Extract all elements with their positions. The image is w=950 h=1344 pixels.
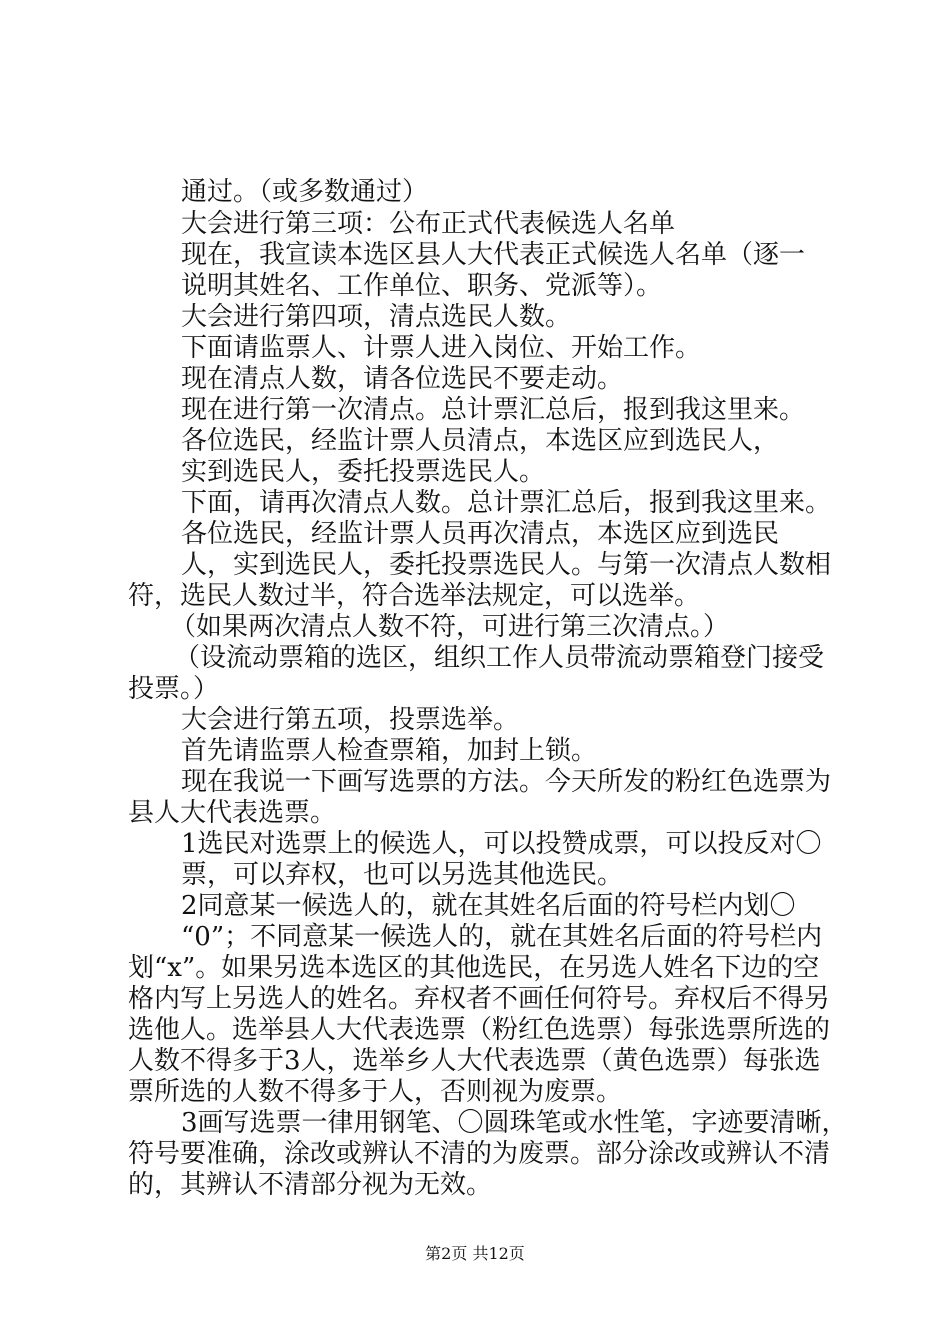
body-line: 1选民对选票上的候选人，可以投赞成票，可以投反对〇 [181,829,822,859]
body-line: 下面请监票人、计票人进入岗位、开始工作。 [181,333,702,363]
body-line: 现在我说一下画写选票的方法。今天所发的粉红色选票为 [181,767,832,797]
body-line: 实到选民人，委托投票选民人。 [181,457,546,487]
body-line: 格内写上另选人的姓名。弃权者不画任何符号。弃权后不得另 [128,984,831,1014]
body-line: 各位选民，经监计票人员再次清点，本选区应到选民 [181,519,780,549]
body-line: 的，其辨认不清部分视为无效。 [128,1170,493,1200]
body-line: 选他人。选举县人大代表选票（粉红色选票）每张选票所选的 [128,1015,831,1045]
body-line: 通过。（或多数通过） [181,177,429,207]
body-line: 现在清点人数，请各位选民不要走动。 [181,364,624,394]
body-line: 县人大代表选票。 [128,798,337,828]
body-line: 票所选的人数不得多于人，否则视为废票。 [128,1077,623,1107]
body-line: 2同意某一候选人的，就在其姓名后面的符号栏内划〇 [181,891,796,921]
body-line: 大会进行第五项，投票选举。 [181,705,520,735]
body-line: 人数不得多于3人，选举乡人大代表选票（黄色选票）每张选 [128,1046,821,1076]
body-line: （设流动票箱的选区，组织工作人员带流动票箱登门接受 [174,643,825,673]
body-line: 首先请监票人检查票箱，加封上锁。 [181,736,598,766]
body-line: “0”；不同意某一候选人的，就在其姓名后面的符号栏内 [181,922,823,952]
body-line: 各位选民，经监计票人员清点，本选区应到选民人， [181,426,780,456]
body-line: 符号要准确，涂改或辨认不清的为废票。部分涂改或辨认不清 [128,1139,831,1169]
body-line: 说明其姓名、工作单位、职务、党派等）。 [181,271,663,301]
body-line: 现在进行第一次清点。总计票汇总后，报到我这里来。 [181,395,806,425]
body-line: 票，可以弃权，也可以另选其他选民。 [181,860,624,890]
body-line: 符，选民人数过半，符合选举法规定，可以选举。 [128,581,701,611]
body-line: （如果两次清点人数不符，可进行第三次清点。） [170,612,730,642]
page-footer: 第2页 共12页 [425,1244,525,1263]
body-line: 人，实到选民人，委托投票选民人。与第一次清点人数相 [181,550,832,580]
body-line: 现在，我宣读本选区县人大代表正式候选人名单（逐一 [181,240,806,270]
body-line: 下面，请再次清点人数。总计票汇总后，报到我这里来。 [181,488,832,518]
body-line: 大会进行第三项：公布正式代表候选人名单 [181,209,676,239]
body-line: 划“x”。如果另选本选区的其他选民，在另选人姓名下边的空 [128,953,820,983]
body-line: 3画写选票一律用钢笔、〇圆珠笔或水性笔，字迹要清晰， [181,1108,848,1138]
body-line: 大会进行第四项，清点选民人数。 [181,302,572,332]
body-line: 投票。） [128,674,220,704]
